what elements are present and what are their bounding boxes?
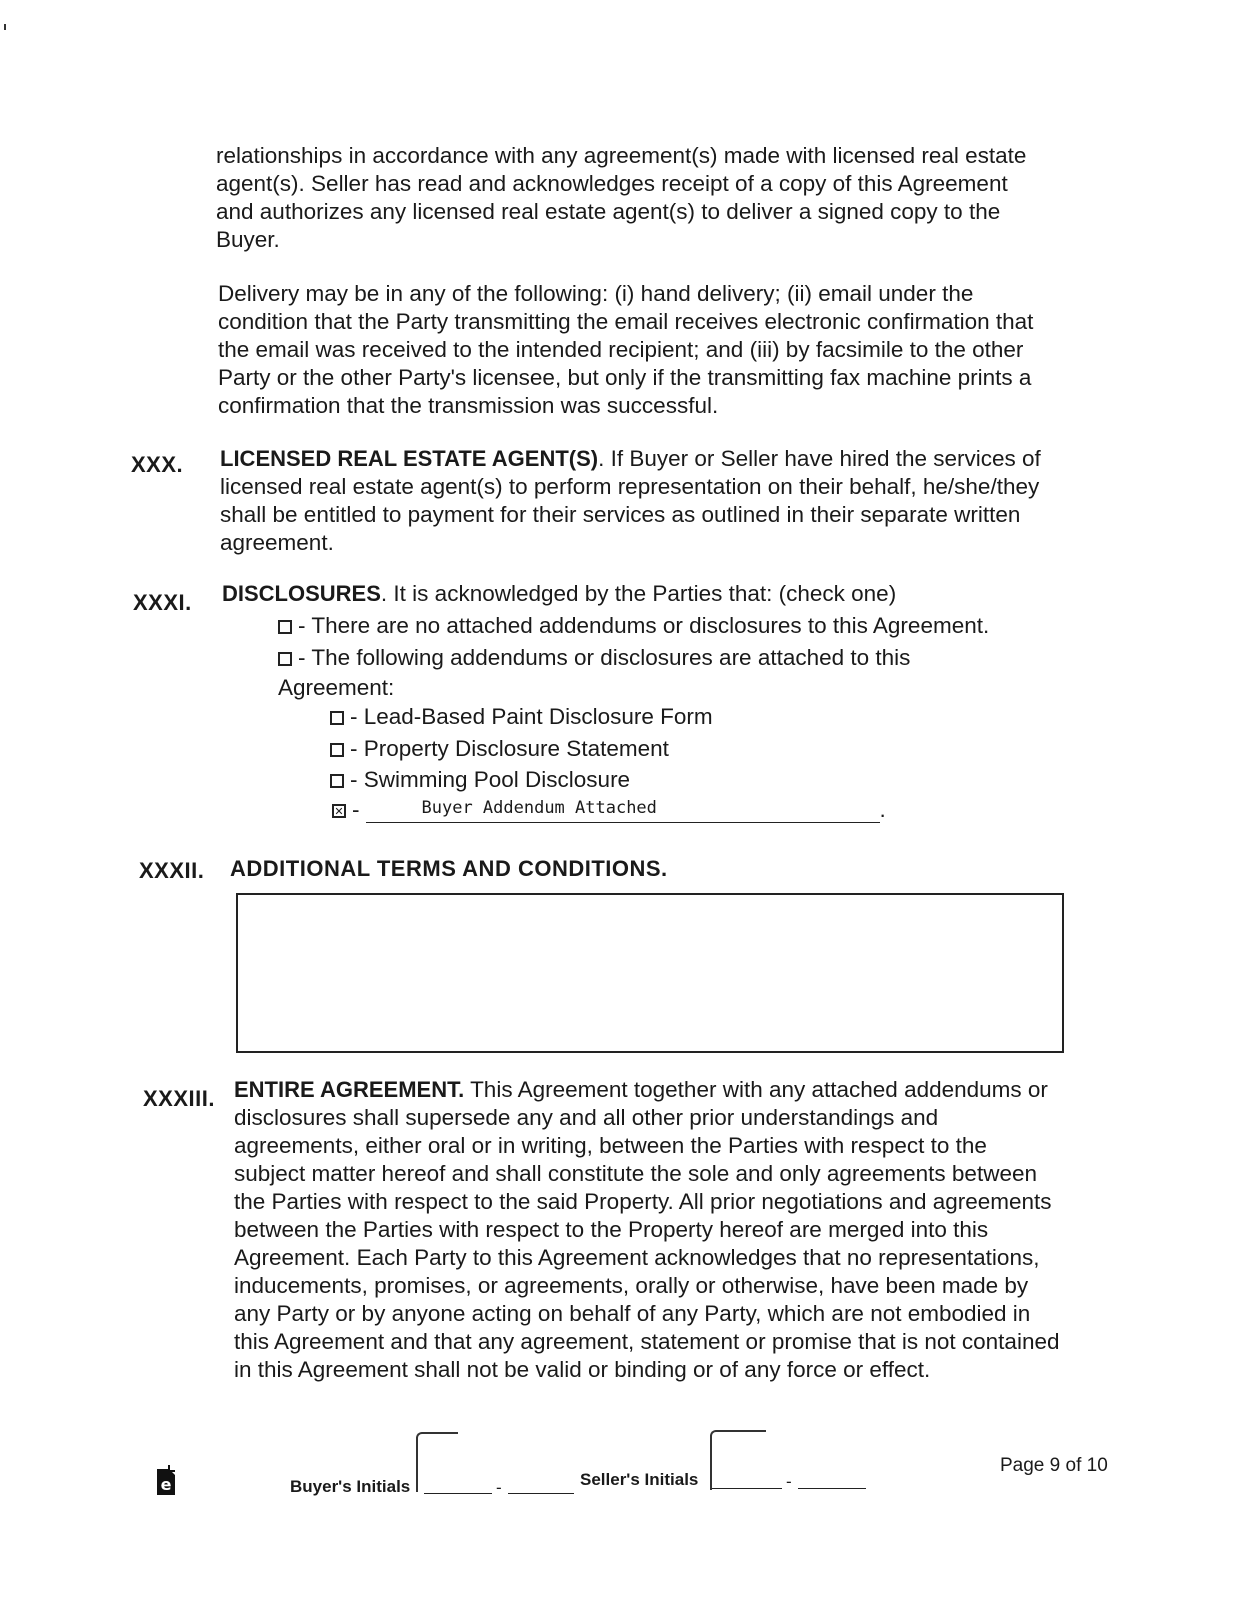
section-xxxi-text bbox=[222, 580, 1042, 608]
delivery-paragraph: Delivery may be in any of the following: (i) hand delivery; (ii) email under the condition that the Party transmitting the email receives electronic confirmation that the email was received to the intended recipient; and (iii) by facsimile to the other Party or the other Party's licensee, but only if the transmitting fax machine prints a confirmation that the transmission was successful. bbox=[218, 281, 1034, 418]
intro-paragraph: relationships in accordance with any agreement(s) made with licensed real estate agent(s). Seller has read and acknowledges receipt of a copy of this Agreement and authorizes any licensed real estate agent(s) to deliver a signed copy to the Buyer. bbox=[216, 143, 1027, 252]
checkbox-pool-disclosure[interactable] bbox=[330, 774, 344, 788]
section-heading-entire-agreement: ENTIRE AGREEMENT. bbox=[234, 1077, 465, 1102]
buyer-initials-field-1[interactable] bbox=[424, 1492, 492, 1494]
other-option-prefix: - bbox=[352, 797, 360, 822]
seller-initials-stamp bbox=[710, 1430, 766, 1490]
section-xxx-text bbox=[220, 445, 1050, 557]
seller-initials-field-2[interactable] bbox=[798, 1487, 866, 1489]
disclosure-option-none bbox=[278, 612, 989, 640]
buyer-initials-field-2[interactable] bbox=[508, 1492, 574, 1494]
sub-option-other bbox=[332, 796, 886, 824]
sub-option-pool-disclosure bbox=[330, 766, 630, 794]
checkbox-other-addendum[interactable] bbox=[332, 804, 346, 818]
disclosure-option-attached bbox=[278, 644, 910, 672]
option-label-no-addendums: - There are no attached addendums or disclosures to this Agreement. bbox=[298, 613, 990, 638]
option-label-addendums-attached: - The following addendums or disclosures are attached to this bbox=[298, 645, 911, 670]
section-heading-licensed-agents: LICENSED REAL ESTATE AGENT(S) bbox=[220, 446, 599, 471]
checkbox-property-disclosure[interactable] bbox=[330, 743, 344, 757]
section-number-xxxi: XXXI. bbox=[133, 590, 192, 615]
section-number-xxxii: XXXII. bbox=[139, 858, 205, 883]
sub-option-label-pool-disclosure: - Swimming Pool Disclosure bbox=[350, 767, 631, 792]
section-heading-additional-terms: ADDITIONAL TERMS AND CONDITIONS. bbox=[230, 856, 668, 881]
other-addendum-field[interactable] bbox=[366, 798, 880, 823]
sub-option-label-property-disclosure: - Property Disclosure Statement bbox=[350, 736, 669, 761]
checkbox-lead-paint[interactable] bbox=[330, 711, 344, 725]
section-xxxiii-body: This Agreement together with any attached addendums or disclosures shall supersede any and all other prior understandings and agreements, either oral or in writing, between the Parties with respect to the subject matter hereof and shall constitute the sole and only agreements between the Parties with respect to the said Property. All prior negotiations and agreements between the Parties with respect to the Property hereof are merged into this Agreement. Each Party to this Agreement acknowledges that no representations, inducements, promises, or agreements, orally or otherwise, have been made by any Party or by anyone acting on behalf of any Party, which are not embodied in this Agreement and that any agreement, statement or promise that is not contained in this Agreement shall not be valid or binding or of any force or effect. bbox=[234, 1077, 1060, 1382]
svg-text:e: e bbox=[160, 1475, 172, 1494]
scan-mark bbox=[4, 24, 6, 30]
additional-terms-field[interactable] bbox=[236, 893, 1064, 1053]
section-number-xxx: XXX. bbox=[131, 452, 184, 477]
page-number: Page 9 of 10 bbox=[1000, 1455, 1108, 1476]
checkbox-addendums-attached[interactable] bbox=[278, 652, 292, 666]
document-logo-icon bbox=[155, 1463, 181, 1497]
section-number-xxxiii: XXXIII. bbox=[143, 1086, 215, 1111]
sub-option-property-disclosure bbox=[330, 735, 669, 763]
buyer-initials-dash: - bbox=[496, 1478, 502, 1497]
section-xxx-body: . If Buyer or Seller have hired the services of licensed real estate agent(s) to perform representation on their behalf, he/she/they shall be entitled to payment for their services as outlined in their separate written agreement. bbox=[220, 446, 1041, 555]
sub-option-lead-paint bbox=[330, 703, 713, 731]
seller-initials-field-1[interactable] bbox=[712, 1487, 782, 1489]
section-xxxi-body: . It is acknowledged by the Parties that: (check one) bbox=[380, 581, 897, 606]
seller-initials-label: Seller's Initials bbox=[580, 1470, 699, 1489]
option-label-continuation: Agreement: bbox=[278, 675, 395, 700]
other-addendum-value: Buyer Addendum Attached bbox=[421, 797, 657, 818]
other-option-suffix: . bbox=[879, 797, 886, 822]
sub-option-label-lead-paint: - Lead-Based Paint Disclosure Form bbox=[350, 704, 713, 729]
section-heading-disclosures: DISCLOSURES bbox=[222, 581, 381, 606]
seller-initials-dash: - bbox=[786, 1472, 792, 1491]
section-xxxiii-text bbox=[234, 1076, 1064, 1384]
buyer-initials-label: Buyer's Initials bbox=[290, 1477, 411, 1496]
checkbox-no-addendums[interactable] bbox=[278, 620, 292, 634]
buyer-initials-stamp bbox=[416, 1432, 458, 1492]
